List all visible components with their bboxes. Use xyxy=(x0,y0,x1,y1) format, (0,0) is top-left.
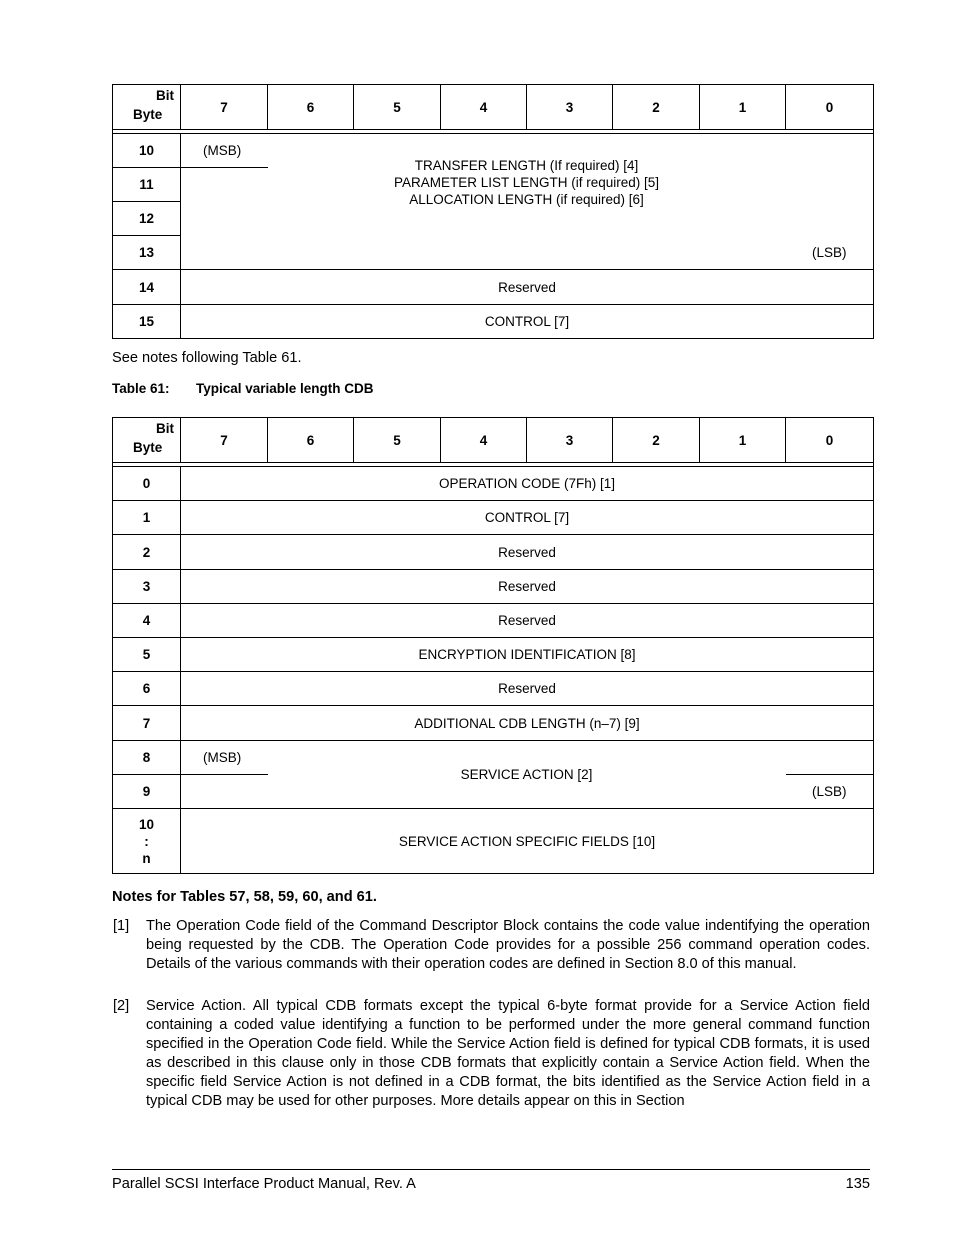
bit-0: 0 xyxy=(786,418,874,463)
encryption-identification-field: ENCRYPTION IDENTIFICATION [8] xyxy=(181,638,874,672)
bit-1: 1 xyxy=(700,85,786,130)
parameter-list-length-text: PARAMETER LIST LENGTH (if required) [5] xyxy=(393,175,660,190)
lsb-label: (LSB) xyxy=(786,775,874,809)
byte-range-start: 10 xyxy=(138,816,155,832)
table-row xyxy=(113,741,874,775)
table-row xyxy=(113,467,874,501)
lsb-label: (LSB) xyxy=(786,236,874,270)
table-row xyxy=(113,809,874,874)
bit-byte-header xyxy=(113,418,181,463)
byte-number: 6 xyxy=(113,672,181,706)
msb-label: (MSB) xyxy=(181,134,268,168)
note-1 xyxy=(113,917,870,974)
bit-3: 3 xyxy=(527,418,613,463)
byte-number: 14 xyxy=(113,270,181,305)
bit-6: 6 xyxy=(268,418,354,463)
note-number: [1] xyxy=(113,918,130,934)
table-row xyxy=(113,270,874,305)
bit-label: Bit xyxy=(156,88,174,103)
bit-5: 5 xyxy=(354,418,441,463)
footer-title: Parallel SCSI Interface Product Manual, Rev. A xyxy=(112,1176,416,1192)
table-row xyxy=(113,535,874,570)
table-61 xyxy=(112,417,874,874)
byte-number: 0 xyxy=(113,467,181,501)
empty-cell xyxy=(786,741,874,775)
note-number: [2] xyxy=(113,998,130,1014)
bit-3: 3 xyxy=(527,85,613,130)
header-row xyxy=(113,85,874,130)
table-row xyxy=(113,501,874,535)
note-2 xyxy=(113,997,870,1111)
table-row xyxy=(113,134,874,168)
byte-label: Byte xyxy=(133,440,163,455)
byte-number: 1 xyxy=(113,501,181,535)
bit-4: 4 xyxy=(441,85,527,130)
byte-number: 7 xyxy=(113,706,181,741)
bit-2: 2 xyxy=(613,85,700,130)
empty-cell xyxy=(181,168,268,270)
control-field: CONTROL [7] xyxy=(181,501,874,535)
table-continued xyxy=(112,84,874,339)
byte-number: 13 xyxy=(113,236,181,270)
empty-cell xyxy=(181,775,268,809)
reserved-field: Reserved xyxy=(181,270,874,305)
service-action-field: SERVICE ACTION [2] xyxy=(268,741,786,809)
byte-number: 9 xyxy=(113,775,181,809)
byte-range xyxy=(113,809,181,874)
reserved-field: Reserved xyxy=(181,570,874,604)
msb-label: (MSB) xyxy=(181,741,268,775)
table-row xyxy=(113,604,874,638)
additional-cdb-length-field: ADDITIONAL CDB LENGTH (n–7) [9] xyxy=(181,706,874,741)
byte-range-end: n xyxy=(142,850,151,866)
bit-5: 5 xyxy=(354,85,441,130)
table-row xyxy=(113,638,874,672)
notes-heading: Notes for Tables 57, 58, 59, 60, and 61. xyxy=(112,889,377,905)
byte-number: 5 xyxy=(113,638,181,672)
empty-cell xyxy=(786,134,874,236)
bit-4: 4 xyxy=(441,418,527,463)
page-number: 135 xyxy=(845,1176,870,1192)
transfer-length-text: TRANSFER LENGTH (If required) [4] xyxy=(414,158,639,173)
reserved-field: Reserved xyxy=(181,604,874,638)
table-caption-label: Table 61: xyxy=(112,381,170,396)
control-field: CONTROL [7] xyxy=(181,305,874,339)
bit-7: 7 xyxy=(181,418,268,463)
see-notes-text: See notes following Table 61. xyxy=(112,350,302,366)
footer-rule xyxy=(112,1169,870,1170)
note-text: The Operation Code field of the Command Descriptor Block contains the code value indentifying the operation being requested by the CDB. The Operation Code provides for a possible 256 command operation codes. Details of the various commands with their operation codes are defined in Section 8.0 of this manual. xyxy=(146,918,870,972)
operation-code-field: OPERATION CODE (7Fh) [1] xyxy=(181,467,874,501)
reserved-field: Reserved xyxy=(181,672,874,706)
service-action-specific-fields: SERVICE ACTION SPECIFIC FIELDS [10] xyxy=(181,809,874,874)
bit-7: 7 xyxy=(181,85,268,130)
reserved-field: Reserved xyxy=(181,535,874,570)
header-row xyxy=(113,418,874,463)
byte-number: 15 xyxy=(113,305,181,339)
byte-number: 10 xyxy=(113,134,181,168)
allocation-length-text: ALLOCATION LENGTH (if required) [6] xyxy=(409,192,644,207)
bit-0: 0 xyxy=(786,85,874,130)
table-caption-title: Typical variable length CDB xyxy=(196,381,374,396)
bit-1: 1 xyxy=(700,418,786,463)
byte-number: 3 xyxy=(113,570,181,604)
bit-6: 6 xyxy=(268,85,354,130)
table-row xyxy=(113,305,874,339)
byte-number: 2 xyxy=(113,535,181,570)
byte-number: 11 xyxy=(113,168,181,202)
byte-number: 12 xyxy=(113,202,181,236)
byte-number: 8 xyxy=(113,741,181,775)
length-field xyxy=(268,134,786,270)
table-row xyxy=(113,706,874,741)
bit-byte-header xyxy=(113,85,181,130)
byte-range-colon: : xyxy=(144,833,149,849)
byte-number: 4 xyxy=(113,604,181,638)
table-row xyxy=(113,570,874,604)
note-text: Service Action. All typical CDB formats except the typical 6-byte format provide for a Service Action field containing a coded value identifying a function to be performed under the more general command function specified in the Operation Code field. While the Service Action field is defined for typical CDB formats, it is used as described in this clause only in those CDB formats that explicitly contain a Service Action field. When the specific field Service Action is not defined in a CDB format, the bits identified as the Service Action field in a typical CDB may be used for other purposes. More details appear on this in Section xyxy=(146,998,870,1109)
table-row xyxy=(113,672,874,706)
bit-label: Bit xyxy=(156,421,174,436)
byte-label: Byte xyxy=(133,107,163,122)
bit-2: 2 xyxy=(613,418,700,463)
